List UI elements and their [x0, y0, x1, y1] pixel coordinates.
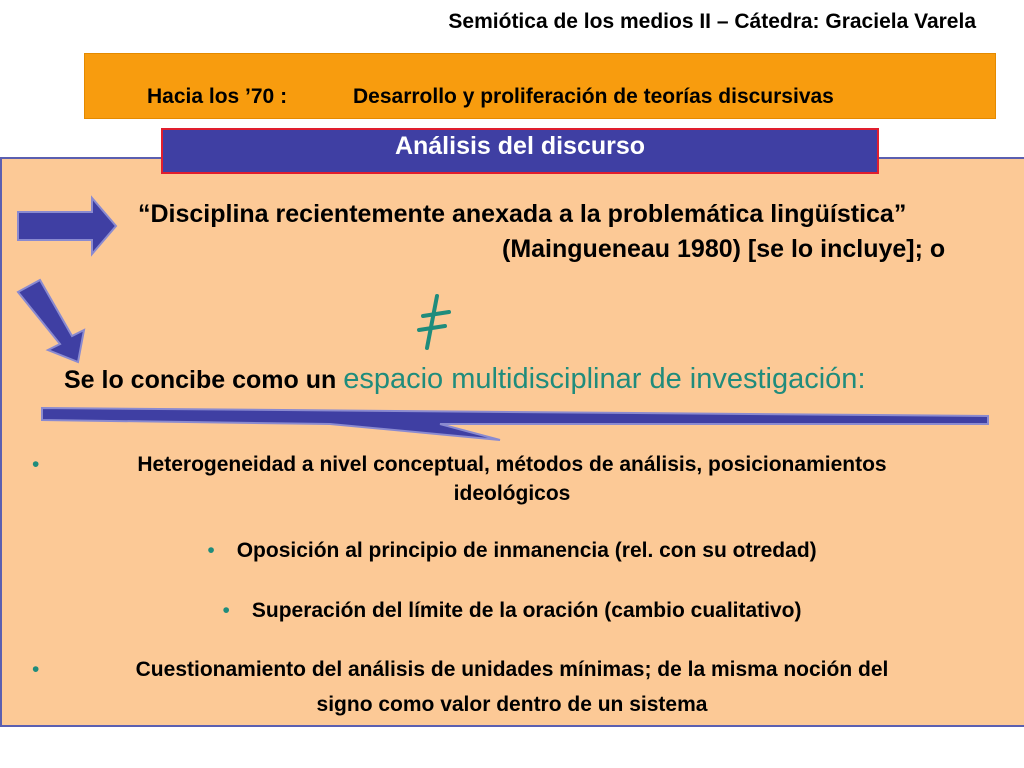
topic-period: Hacia los ’70 : [147, 85, 288, 108]
bullet-text: Oposición al principio de inmanencia (rel. con su otredad) [236, 539, 817, 562]
section-banner [161, 128, 879, 174]
bullet-text-line-1: Heterogeneidad a nivel conceptual, métodos de análisis, posicionamientos [137, 453, 887, 476]
bullet-icon: • [222, 599, 230, 622]
not-equal-icon [413, 292, 453, 357]
bullet-text-line-2: ideológicos [453, 482, 571, 505]
quote-line-2: (Maingueneau 1980) [se lo incluye]; o [502, 235, 946, 263]
bullet-icon: • [32, 658, 40, 681]
topic-title: Desarrollo y proliferación de teorías discursivas [353, 85, 834, 108]
bullet-icon: • [207, 539, 215, 562]
concept-highlight: espacio multidisciplinar de investigación [343, 363, 858, 395]
concept-prefix: Se lo concibe como un [64, 366, 344, 394]
bullet-text-line-1: Cuestionamiento del análisis de unidades mínimas; de la misma noción del [135, 658, 889, 681]
right-arrow-icon [18, 198, 116, 254]
section-title: Análisis del discurso [394, 132, 646, 160]
bullet-text: Superación del límite de la oración (cambio cualitativo) [251, 599, 802, 622]
list-item [20, 596, 1004, 625]
quote-line-1: “Disciplina recientemente anexada a la problemática lingüística” [138, 200, 907, 228]
list-item [20, 450, 1004, 508]
bullet-text-line-2: signo como valor dentro de un sistema [316, 693, 708, 716]
concept-suffix: : [857, 363, 866, 395]
callout-pointer-icon [42, 408, 988, 440]
bullet-icon: • [32, 453, 40, 476]
list-item [20, 655, 1004, 719]
concept-line [64, 363, 866, 396]
list-item [20, 536, 1004, 565]
down-right-arrow-icon [18, 280, 84, 362]
header-title: Semiótica de los medios II – Cátedra: Graciela Varela [448, 10, 976, 33]
